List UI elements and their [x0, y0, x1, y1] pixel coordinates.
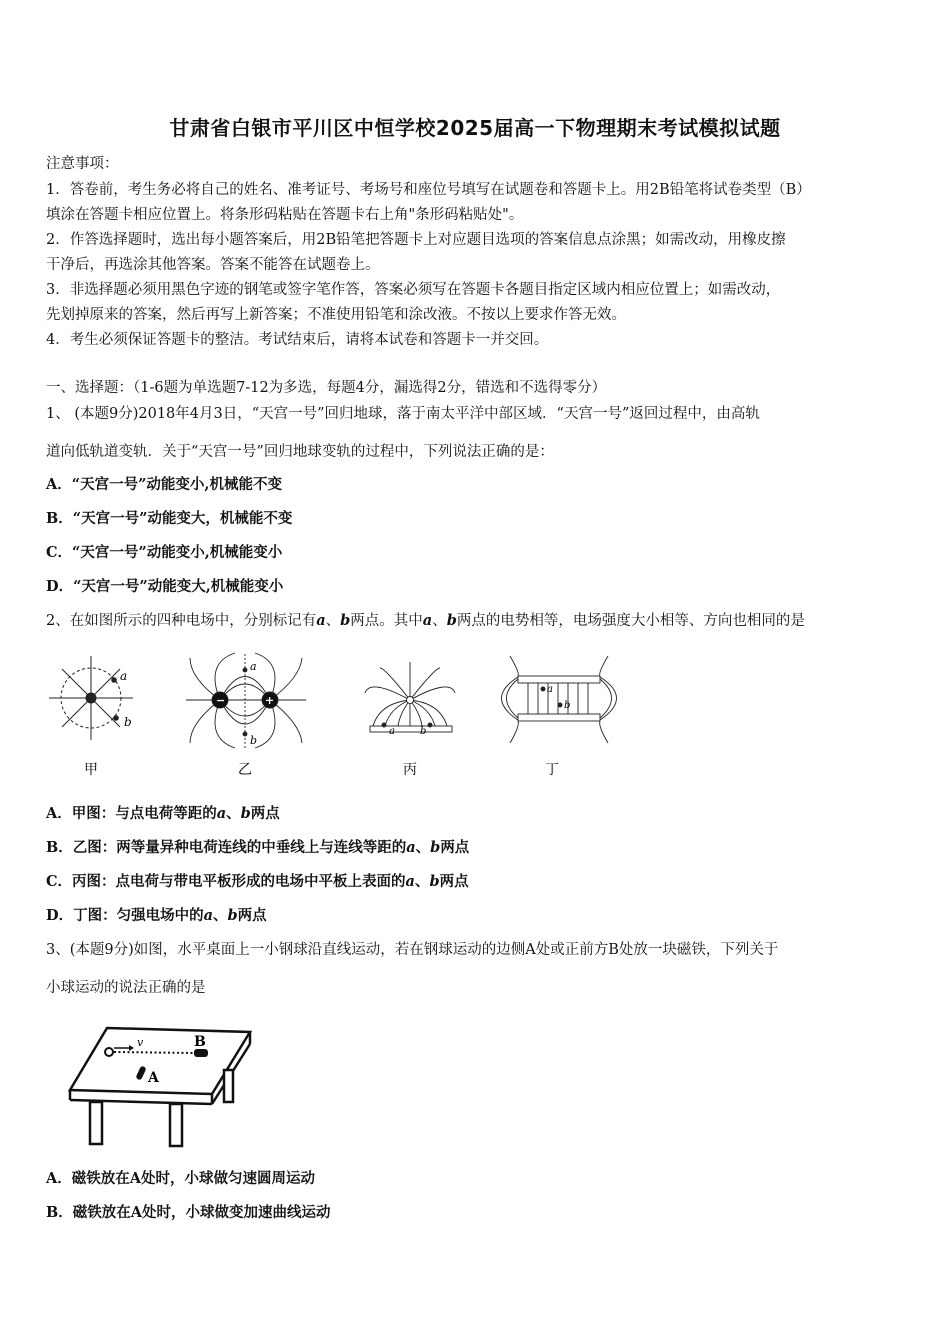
- q2-option-d-b: b: [227, 907, 238, 924]
- electric-field-figure: [40, 648, 620, 783]
- magnet-a-icon: [135, 1065, 146, 1080]
- question-2-option-a: [46, 802, 280, 823]
- bing-point-a: a: [389, 726, 395, 737]
- question-2-option-b: [46, 836, 469, 857]
- q2-option-d-text: D．丁图：匀强电场中的: [46, 907, 204, 924]
- question-3-stem: 3、(本题9分)如图，水平桌面上一小钢球沿直线运动，若在钢球运动的边侧A处或正前方B处放一块磁铁，下列关于: [46, 942, 779, 958]
- yi-plus-icon: +: [265, 694, 275, 707]
- notice-line: 干净后，再选涂其他答案。答案不能答在试题卷上。: [46, 257, 380, 273]
- question-2-stem: [46, 609, 805, 630]
- q2-option-c-a: a: [405, 873, 415, 890]
- label-ding: 丁: [545, 762, 559, 778]
- question-3-stem-cont: 小球运动的说法正确的是: [46, 980, 206, 996]
- q2-option-a-sep: 、: [226, 805, 241, 822]
- question-3-option-b: B．磁铁放在A处时，小球做变加速曲线运动: [46, 1204, 331, 1221]
- steel-ball-icon: [105, 1048, 113, 1056]
- question-2-option-c: [46, 870, 469, 891]
- q2-sep: 、: [325, 613, 341, 629]
- label-bing: 丙: [403, 762, 417, 778]
- q2-option-a-text: A．甲图：与点电荷等距的: [46, 805, 217, 822]
- notice-heading: 注意事项：: [46, 156, 119, 172]
- notice-line: 填涂在答题卡相应位置上。将条形码粘贴在答题卡右上角"条形码粘贴处"。: [46, 207, 524, 223]
- jia-point-a: a: [120, 669, 128, 683]
- field-bing: [365, 662, 455, 732]
- q2-b2: b: [446, 612, 457, 629]
- field-ding: [502, 656, 617, 743]
- q2-prefix: 2、在如图所示的四种电场中，分别标记有: [46, 613, 317, 629]
- table-figure: [62, 1018, 262, 1153]
- q2-option-a-tail: 两点: [250, 805, 280, 822]
- question-3-option-a: A．磁铁放在A处时，小球做匀速圆周运动: [46, 1170, 315, 1187]
- fig-velocity-label: v: [137, 1036, 144, 1049]
- q2-option-b-b: b: [430, 839, 441, 856]
- magnet-b-icon: [194, 1049, 208, 1057]
- field-yi: [186, 653, 306, 748]
- notice-line: 2．作答选择题时，选出每小题答案后，用2B铅笔把答题卡上对应题目选项的答案信息点涂黑；如需改动，用橡皮擦: [46, 232, 786, 248]
- q2-option-c-sep: 、: [414, 873, 430, 890]
- q2-b: b: [340, 612, 351, 629]
- label-jia: 甲: [84, 762, 98, 778]
- yi-point-b: b: [250, 734, 258, 747]
- q2-suffix: 两点的电势相等，电场强度大小相等、方向也相同的是: [456, 613, 805, 629]
- q2-option-a-a: a: [216, 805, 227, 822]
- q2-option-b-tail: 两点: [440, 839, 470, 856]
- q2-mid: 两点。其中: [350, 613, 423, 629]
- yi-point-a: a: [250, 660, 257, 673]
- q2-option-c-b: b: [429, 873, 440, 890]
- notice-line: 先划掉原来的答案，然后再写上新答案；不准使用铅笔和涂改液。不按以上要求作答无效。: [46, 307, 626, 323]
- yi-minus-icon: −: [216, 694, 226, 707]
- q2-option-c-tail: 两点: [439, 873, 469, 890]
- q2-sep2: 、: [432, 613, 447, 629]
- section-heading: 一、选择题：（1-6题为单选题7-12为多选，每题4分，漏选得2分，错选和不选得零分）: [46, 380, 607, 396]
- page-title: 甘肃省白银市平川区中恒学校2025届高一下物理期末考试模拟试题: [169, 116, 781, 140]
- q2-a: a: [316, 612, 326, 629]
- question-1-stem: 1、 (本题9分)2018年4月3日，“天宫一号”回归地球，落于南太平洋中部区域．“天宫一号”返回过程中，由高轨: [46, 406, 760, 422]
- q2-option-b-text: B．乙图：两等量异种电荷连线的中垂线上与连线等距的: [46, 839, 407, 856]
- label-yi: 乙: [238, 762, 252, 778]
- jia-point-b: b: [124, 715, 132, 729]
- fig-b-label: B: [194, 1034, 206, 1050]
- q2-option-b-a: a: [406, 839, 416, 856]
- question-1-option-c: C．“天宫一号”动能变小,机械能变小: [46, 544, 283, 561]
- notice-line: 4．考生必须保证答题卡的整洁。考试结束后，请将本试卷和答题卡一并交回。: [46, 332, 549, 348]
- notice-line: 3．非选择题必须用黑色字迹的钢笔或签字笔作答，答案必须写在答题卡各题目指定区域内相应位置上；如需改动，: [46, 282, 781, 298]
- q2-option-d-tail: 两点: [237, 907, 267, 924]
- ding-point-b: b: [564, 700, 571, 711]
- q2-option-a-b: b: [240, 805, 251, 822]
- q2-a2: a: [422, 612, 433, 629]
- q2-option-c-text: C．丙图：点电荷与带电平板形成的电场中平板上表面的: [46, 873, 406, 890]
- question-1-stem-cont: 道向低轨道变轨．关于“天宫一号”回归地球变轨的过程中，下列说法正确的是：: [46, 444, 554, 460]
- question-1-option-a: A．“天宫一号”动能变小,机械能不变: [46, 476, 282, 493]
- notice-line: 1．答卷前，考生务必将自己的姓名、准考证号、考场号和座位号填写在试题卷和答题卡上。用2B铅笔将试卷类型（B）: [46, 182, 811, 198]
- question-1-option-b: B．“天宫一号”动能变大，机械能不变: [46, 510, 293, 527]
- q2-option-d-sep: 、: [212, 907, 228, 924]
- bing-point-b: b: [420, 726, 427, 737]
- question-2-option-d: [46, 904, 267, 925]
- fig-a-label: A: [148, 1070, 159, 1086]
- q2-option-d-a: a: [203, 907, 213, 924]
- q2-option-b-sep: 、: [415, 839, 431, 856]
- question-1-option-d: D．“天宫一号”动能变大,机械能变小: [46, 578, 284, 595]
- ding-point-a: a: [547, 684, 553, 695]
